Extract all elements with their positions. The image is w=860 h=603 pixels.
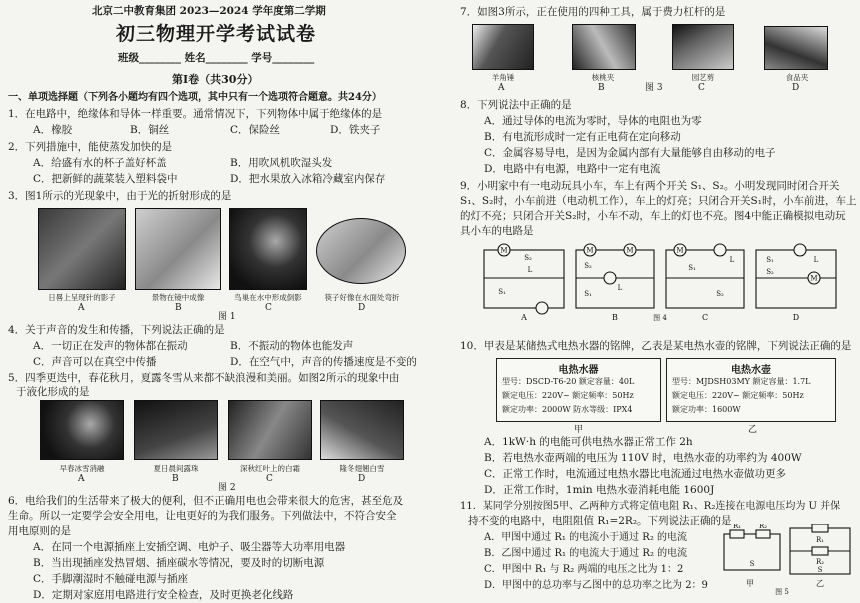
q11-stem-line2: 持不变的电路中，电阻阻值 R₁=2R₂。下列说法正确的是 — [468, 515, 732, 527]
q9-a-lamp: L — [527, 266, 533, 274]
q10-option-d: D．正常工作时，1min 电热水壶消耗电能 1600J — [484, 484, 715, 496]
q11-option-b: B．乙图中通过 R₁ 的电流大于通过 R₂ 的电流 — [484, 548, 688, 559]
right-column — [440, 0, 860, 603]
heater-row-2: 额定电压：220V~ 额定频率：50Hz — [502, 391, 634, 400]
q11-option-a: A．甲图中通过 R₁ 的电流小于通过 R₂ 的电流 — [484, 532, 688, 543]
q7-letter-c: C — [698, 83, 705, 93]
q2-option-a: A．给盛有水的杯子盖好杯盖 — [33, 157, 167, 169]
heater-row-1: 型号：DSCD-T6-20 额定容量：40L — [502, 377, 635, 386]
q6-option-b: B．当出现插座发热冒烟、插座碳水等情况，要及时的切断电源 — [33, 557, 325, 569]
q3-caption-b: 景物在镜中成像 — [151, 293, 205, 302]
q7-caption-d: 食品夹 — [785, 73, 809, 82]
heater-row-3: 额定功率：2000W 防水等级：IPX4 — [502, 405, 633, 414]
garden-shears-photo — [672, 24, 734, 70]
q10-option-a: A．1kW·h 的电能可供电热水器正常工作 2h — [484, 436, 693, 448]
q6-stem: 6．电给我们的生活带来了极大的便利，但不正确用电也会带来很大的危害，甚至危及 — [8, 495, 404, 507]
q9-line3: 的灯不亮；只闭合开关S₂时，小车不动，车上的灯也不亮。图4中能正确模拟电动玩 — [460, 210, 846, 222]
q3-caption-d: 筷子好像在水面处弯折 — [324, 293, 400, 302]
q4-option-b: B．不振动的物体也能发声 — [230, 340, 354, 352]
q11-option-d: D．甲图中的总功率与乙图中的总功率之比为 2：9 — [484, 580, 708, 591]
q9-b-lamp: L — [617, 284, 623, 292]
q9-d-s2: S₂ — [766, 268, 774, 276]
q9-line4: 具小车的电路是 — [460, 225, 534, 237]
q6-stem-line3: 用电原则的是 — [8, 525, 71, 537]
kettle-title: 电热水壶 — [731, 365, 771, 376]
fig5-r2-a: R₂ — [758, 524, 768, 530]
q5-letter-d: D — [358, 474, 366, 484]
q2-option-c: C．把新鲜的蔬菜装入塑料袋中 — [33, 173, 178, 185]
q9-d-motor: M — [810, 274, 818, 283]
figure-4-label: 图 4 — [653, 314, 667, 322]
q9-line2: S₁、S₂时，小车前进（电动机工作），车上的灯亮；只闭合开关S₁时，小车前进，车上 — [460, 195, 857, 207]
q9-a-s2: S₂ — [524, 254, 532, 262]
q2-option-d: D．把水果放入冰箱冷藏室内保存 — [230, 173, 386, 185]
q4-stem: 4．关于声音的发生和传播，下列说法正确的是 — [8, 324, 225, 336]
kettle-nameplate — [666, 358, 836, 422]
q11-stem: 11．某同学分别按图5甲、乙两种方式将定值电阻 R₁、R₂连接在电源电压均为 U 并保 — [460, 501, 841, 512]
food-tongs-photo — [764, 26, 828, 70]
fig5-tag-a: 甲 — [746, 579, 754, 588]
q8-option-c: C．金属容易导电，是因为金属内部有大量能够自由移动的电子 — [484, 147, 776, 159]
q1-option-a: A．橡胶 — [33, 124, 73, 136]
q9-letter-b: B — [612, 313, 618, 322]
q3-caption-a: 日晷上呈现针的影子 — [48, 293, 116, 302]
q9-b-motor: M — [586, 246, 594, 255]
q5-caption-d: 隆冬翅翘白雪 — [339, 464, 385, 473]
q3-caption-c: 鸟巢在水中形成倒影 — [234, 293, 302, 302]
figure-4-circuits — [480, 240, 840, 322]
q3-letter-a: A — [78, 303, 85, 313]
kettle-row-2: 额定电压：220V~ 额定频率：50Hz — [672, 391, 804, 400]
figure-3-label: 图 3 — [645, 83, 663, 93]
q7-letter-b: B — [598, 83, 605, 93]
q1-option-d: D．铁夹子 — [330, 124, 381, 136]
q8-stem: 8．下列说法中正确的是 — [460, 99, 572, 111]
nutcracker-photo — [572, 24, 636, 70]
kettle-row-3: 额定功率：1600W — [672, 405, 741, 414]
q5-letter-c: C — [266, 474, 273, 484]
q4-option-c: C．声音可以在真空中传播 — [33, 356, 157, 368]
page-title: 初三物理开学考试试卷 — [116, 23, 317, 45]
chopsticks-photo — [316, 218, 406, 284]
lamp-icon — [794, 244, 806, 256]
q7-stem: 7．如图3所示，正在使用的四种工具，属于费力杠杆的是 — [460, 6, 726, 18]
q9-c-s2: S₂ — [716, 290, 724, 298]
q11-option-c: C．甲图中 R₁ 与 R₂ 两端的电压之比为 1：2 — [484, 564, 684, 575]
heater-tag: 甲 — [574, 425, 584, 435]
q8-option-d: D．电路中有电源，电路中一定有电流 — [484, 163, 661, 175]
q10-option-b: B．若电热水壶两端的电压为 110V 时，电热水壶的功率约为 400W — [484, 452, 802, 464]
q6-option-c: C．手脚潮湿时不触碰电源与插座 — [33, 573, 189, 585]
q9-b-s1: S₁ — [584, 290, 592, 298]
section-heading: 一、单项选择题（下列各小题均有四个选项，其中只有一个选项符合题意。共24分） — [8, 92, 382, 103]
mirror-photo — [135, 208, 221, 290]
q7-letter-d: D — [792, 83, 800, 93]
q6-stem-line2: 生命。所以一定要学会安全用电，让电更好的为我们服务。下列做法中，不符合安全 — [8, 510, 397, 522]
q1-option-b: B．铜丝 — [130, 124, 170, 136]
sundial-photo — [38, 208, 126, 290]
fig5-r2-b: R₂ — [815, 558, 825, 566]
q9-a-s1: S₁ — [498, 288, 506, 296]
part-heading: 第Ⅰ卷（共30分） — [172, 73, 259, 86]
q5-stem: 5．四季更迭中，春花秋月，夏露冬雪从来都不缺浪漫和美丽。如图2所示的现象中由 — [8, 372, 400, 384]
q9-letter-a: A — [521, 313, 527, 322]
fig5-r1-a: R₁ — [732, 524, 742, 530]
q4-option-d: D．在空气中，声音的传播速度是不变的 — [230, 356, 417, 368]
frost-photo — [228, 400, 312, 460]
fig5-s-a: S — [749, 560, 755, 568]
q9-a-motor: M — [500, 246, 508, 255]
fig5-s-b: S — [817, 566, 823, 574]
birds-nest-photo — [229, 208, 307, 290]
q6-option-a: A．在同一个电源插座上安插空调、电炉子、吸尘器等大功率用电器 — [33, 541, 346, 553]
q4-option-a: A．一切正在发声的物体都在振动 — [33, 340, 188, 352]
q7-letter-a: A — [498, 83, 505, 93]
figure-5-label: 图 5 — [775, 588, 789, 596]
q5-caption-a: 早春冰雪消融 — [59, 464, 105, 473]
q9-b-s2: S₂ — [584, 262, 592, 270]
q10-option-c: C．正常工作时，电流通过电热水器比电流通过电热水壶做功更多 — [484, 468, 787, 480]
lamp-icon — [604, 272, 616, 284]
q9-b-motor-2: M — [626, 246, 634, 255]
q2-stem: 2．下列措施中，能使蒸发加快的是 — [8, 141, 173, 153]
heater-title: 电热水器 — [558, 365, 599, 376]
heater-nameplate — [496, 358, 661, 422]
q5-letter-a: A — [78, 474, 85, 484]
q5-stem-line2: 于液化形成的是 — [16, 386, 90, 398]
q9-c-lamp: L — [729, 256, 735, 264]
kettle-tag: 乙 — [748, 425, 758, 435]
ice-melt-photo — [40, 400, 124, 460]
snow-photo — [320, 400, 404, 460]
q8-option-b: B．有电流形成时一定有正电荷在定向移动 — [484, 131, 681, 143]
lamp-icon — [714, 244, 726, 256]
q9-letter-c: C — [701, 313, 709, 322]
fig5-r1-b: R₁ — [815, 536, 825, 544]
school-header: 北京二中教育集团 2023—2024 学年度第二学期 — [92, 5, 326, 17]
student-fields: 班级________ 姓名________ 学号________ — [118, 52, 315, 64]
q5-letter-b: B — [172, 474, 179, 484]
lamp-icon — [536, 302, 548, 314]
q9-letter-d: D — [792, 313, 800, 322]
q3-stem: 3．图1所示的光现象中，由于光的折射形成的是 — [8, 190, 232, 202]
q10-stem: 10．甲表是某储热式电热水器的铭牌，乙表是某电热水壶的铭牌，下列说法正确的是 — [460, 340, 852, 352]
figure-2-label: 图 2 — [218, 483, 236, 493]
figure-5-circuits — [720, 524, 856, 598]
q9-c-motor: M — [676, 246, 684, 255]
q6-option-d: D．定期对家庭用电路进行安全检查，及时更换老化线路 — [33, 589, 294, 601]
kettle-row-1: 型号：MJDSH03MY 额定容量：1.7L — [672, 377, 811, 386]
q3-letter-b: B — [175, 303, 182, 313]
q7-caption-a: 羊角锤 — [491, 73, 515, 82]
q1-stem: 1．在电路中，绝缘体和导体一样重要。通常情况下，下列物体中属于绝缘体的是 — [8, 108, 383, 120]
q8-option-a: A．通过导体的电流为零时，导体的电阻也为零 — [484, 115, 702, 127]
figure-1-label: 图 1 — [218, 312, 236, 322]
q5-caption-c: 深秋红叶上的白霜 — [240, 464, 300, 473]
q7-caption-b: 核桃夹 — [591, 73, 615, 82]
q3-letter-d: D — [358, 303, 366, 313]
claw-hammer-photo — [472, 24, 534, 70]
q3-letter-c: C — [265, 303, 272, 313]
q5-caption-b: 夏日晨间露珠 — [153, 464, 199, 473]
q9-d-s1: S₁ — [766, 256, 774, 264]
q1-option-c: C．保险丝 — [230, 124, 281, 136]
dew-photo — [134, 400, 218, 460]
q9-c-s1: S₁ — [688, 264, 696, 272]
q9-line1: 9．小明家中有一电动玩具小车，车上有两个开关 S₁、S₂。小明发现同时闭合开关 — [460, 180, 840, 192]
q9-d-lamp: L — [813, 256, 819, 264]
fig5-tag-b: 乙 — [816, 579, 824, 588]
q7-caption-c: 园艺剪 — [691, 73, 715, 82]
q2-option-b: B．用吹风机吹湿头发 — [230, 157, 333, 169]
